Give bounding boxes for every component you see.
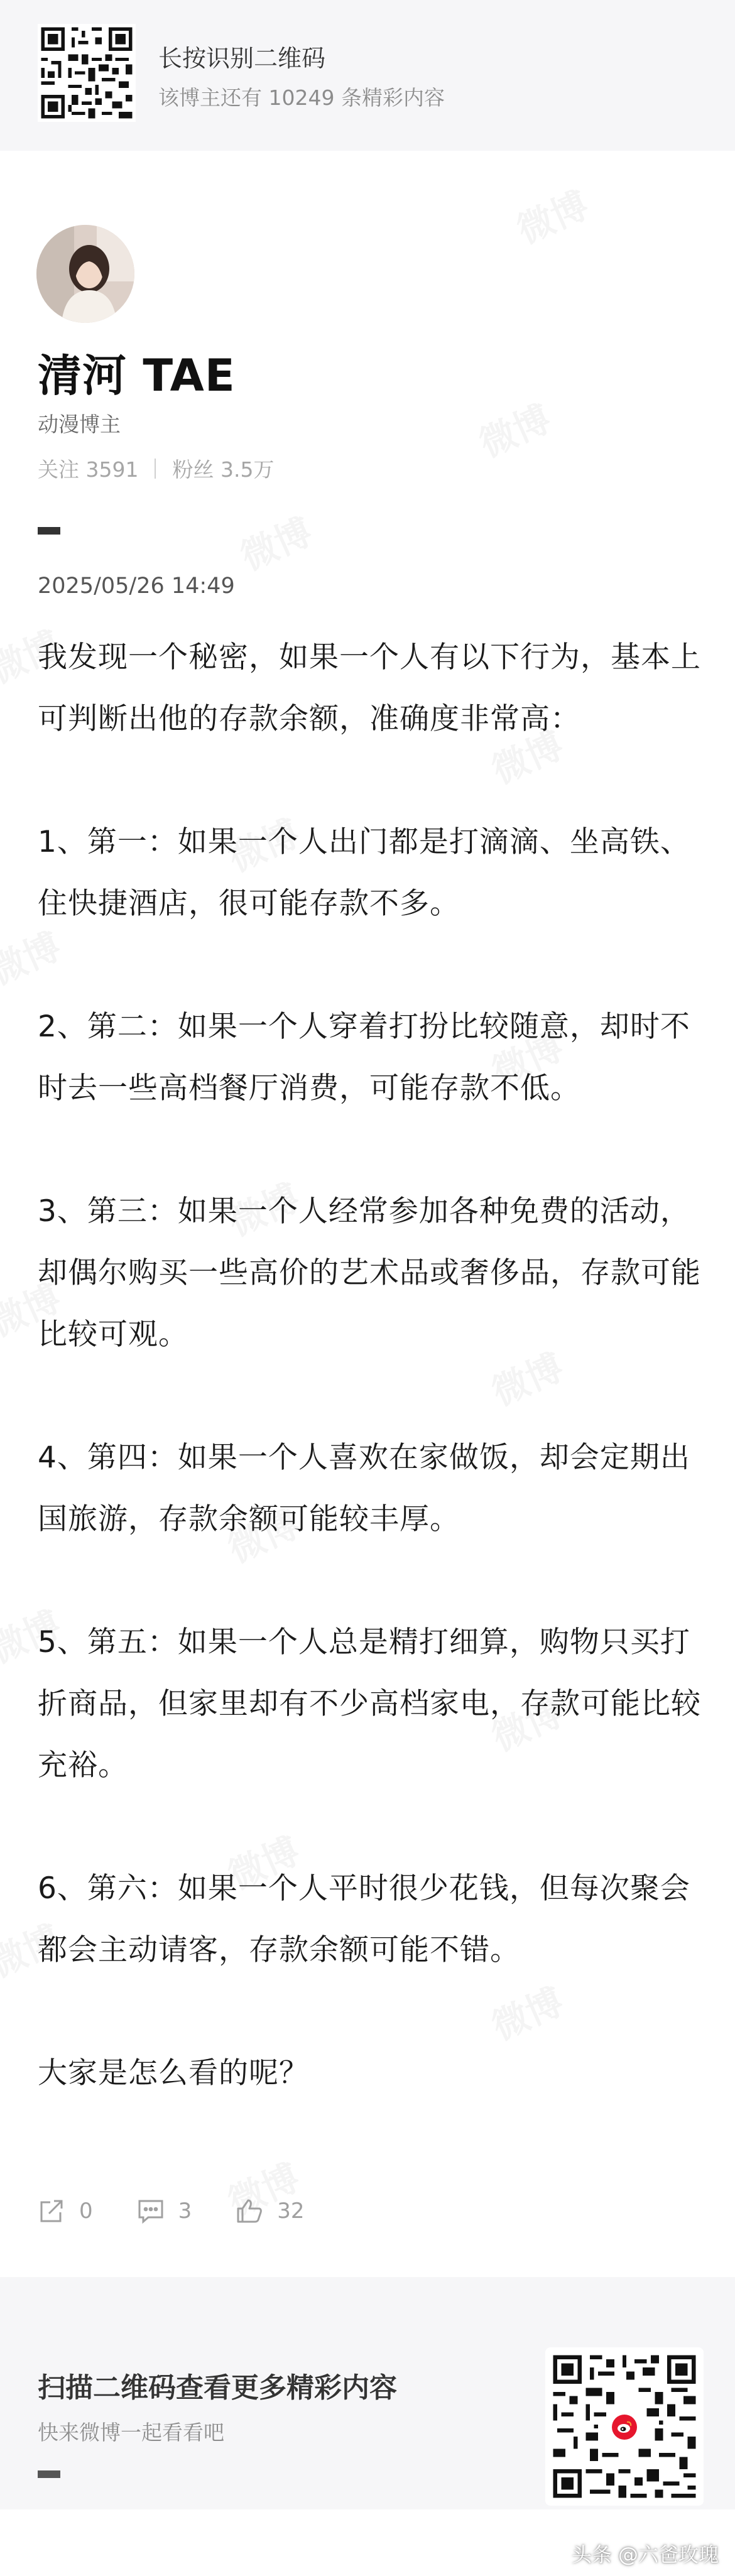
- post-paragraph: 6、第六：如果一个人平时很少花钱，但每次聚会都会主动请客，存款余额可能不错。: [38, 1871, 690, 1967]
- top-qr-banner: [0, 0, 735, 151]
- username[interactable]: 清河 TAE: [38, 350, 236, 401]
- comment-button[interactable]: [137, 2197, 192, 2225]
- share-button[interactable]: [38, 2197, 93, 2225]
- stats-divider: [155, 459, 156, 479]
- weibo-logo-mark: [612, 2415, 637, 2440]
- user-tag: 动漫博主: [38, 412, 121, 437]
- post-paragraph: 1、第一：如果一个人出门都是打滴滴、坐高铁、住快捷酒店，很可能存款不多。: [38, 825, 690, 921]
- following-count[interactable]: 关注 3591: [38, 457, 139, 482]
- like-button[interactable]: [236, 2197, 304, 2225]
- bottom-divider: [38, 2470, 60, 2478]
- post-paragraph: 我发现一个秘密，如果一个人有以下行为，基本上可判断出他的存款余额，准确度非常高：: [38, 640, 701, 736]
- comment-icon: [137, 2197, 165, 2225]
- post-paragraph: 5、第五：如果一个人总是精打细算，购物只买打折商品，但家里却有不少高档家电，存款可能比较充裕。: [38, 1625, 701, 1783]
- banner-subtitle: 该博主还有 10249 条精彩内容: [158, 85, 445, 110]
- post-body: [38, 627, 704, 2104]
- watermark: [231, 503, 319, 580]
- qr-code-icon[interactable]: [38, 24, 136, 122]
- comment-count: 3: [178, 2198, 192, 2224]
- bottom-subtitle: 快来微博一起看看吧: [38, 2420, 224, 2445]
- section-divider: [38, 527, 60, 535]
- post-paragraph: 3、第三：如果一个人经常参加各种免费的活动，却偶尔购买一些高价的艺术品或奢侈品，存款可能比较可观。: [38, 1194, 701, 1352]
- post-paragraph: 4、第四：如果一个人喜欢在家做饭，却会定期出国旅游，存款余额可能较丰厚。: [38, 1440, 690, 1536]
- bottom-qr-banner: [0, 2277, 735, 2509]
- watermark: [508, 176, 596, 254]
- share-count: 0: [79, 2198, 93, 2224]
- post-actions: [38, 2197, 349, 2225]
- like-icon: [236, 2197, 263, 2225]
- post-paragraph: 2、第二：如果一个人穿着打扮比较随意，却时不时去一些高档餐厅消费，可能存款不低。: [38, 1009, 690, 1106]
- weibo-logo-icon: [608, 2411, 641, 2443]
- post-paragraph: 大家是怎么看的呢？: [38, 2056, 309, 2090]
- source-watermark: 头条 @六爸玫瑰: [571, 2543, 719, 2567]
- bottom-title: 扫描二维码查看更多精彩内容: [38, 2372, 397, 2404]
- like-count: 32: [277, 2198, 305, 2224]
- share-icon: [38, 2197, 65, 2225]
- banner-title: 长按识别二维码: [158, 45, 326, 72]
- post-date: 2025/05/26 14:49: [38, 573, 235, 599]
- avatar[interactable]: [36, 225, 134, 323]
- followers-count[interactable]: 粉丝 3.5万: [172, 457, 275, 482]
- user-stats: [38, 454, 274, 483]
- watermark: [470, 389, 558, 467]
